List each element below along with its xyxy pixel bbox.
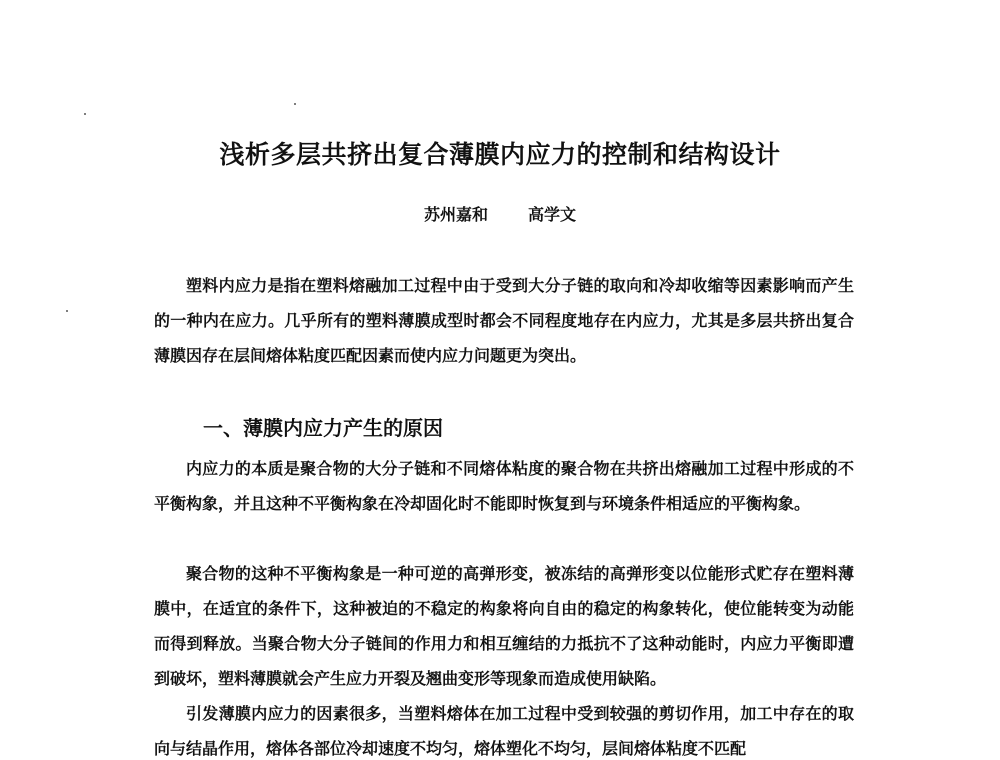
author-affiliation: 苏州嘉和 — [423, 205, 488, 224]
body-paragraph: 引发薄膜内应力的因素很多，当塑料熔体在加工过程中受到较强的剪切作用，加工中存在的取向与结晶作用，熔体各部位冷却速度不均匀，熔体塑化不均匀，层间熔体粘度不匹配 — [154, 704, 854, 758]
scan-speck — [84, 113, 86, 115]
author-name: 高学文 — [528, 205, 577, 224]
scan-speck — [294, 103, 296, 105]
scan-speck — [66, 310, 68, 312]
author-line — [0, 202, 1000, 225]
section-heading: 一、薄膜内应力产生的原因 — [203, 416, 443, 440]
body-paragraph: 内应力的本质是聚合物的大分子链和不同熔体粘度的聚合物在共挤出熔融加工过程中形成的不平衡构象，并且这种不平衡构象在冷却固化时不能即时恢复到与环境条件相适应的平衡构象。 — [154, 459, 854, 513]
body-paragraph: 聚合物的这种不平衡构象是一种可逆的高弹形变，被冻结的高弹形变以位能形式贮存在塑料薄膜中，在适宜的条件下，这种被迫的不稳定的构象将向自由的稳定的构象转化，使位能转变为动能而得到释放。当聚合物大分子链间的作用力和相互缠结的力抵抗不了这种动能时，内应力平衡即遭到破坏，塑料薄膜就会产生应力开裂及翘曲变形等现象而造成使用缺陷。 — [154, 564, 854, 688]
paper-title: 浅析多层共挤出复合薄膜内应力的控制和结构设计 — [219, 139, 781, 169]
abstract-paragraph: 塑料内应力是指在塑料熔融加工过程中由于受到大分子链的取向和冷却收缩等因素影响而产生的一种内在应力。几乎所有的塑料薄膜成型时都会不同程度地存在内应力，尤其是多层共挤出复合薄膜因存在层间熔体粘度匹配因素而使内应力问题更为突出。 — [154, 276, 854, 365]
